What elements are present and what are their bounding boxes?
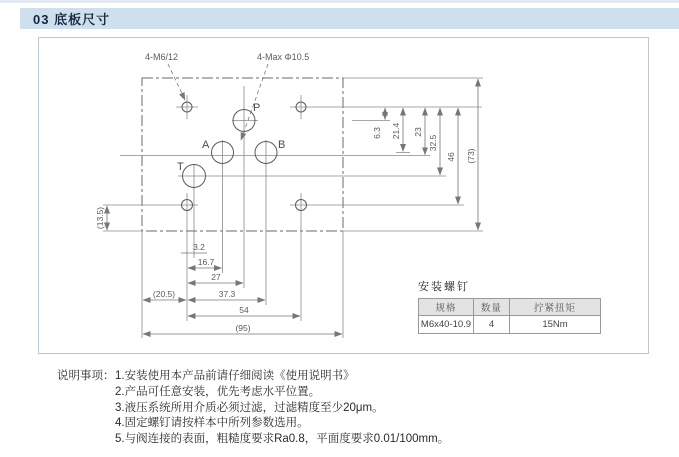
callout-mounting-thread: 4-M6/12	[145, 52, 179, 62]
dim-p-depth: 6.3	[372, 127, 382, 139]
port-label-b: B	[278, 139, 286, 151]
port-label-a: A	[202, 139, 210, 151]
section-title: 03 底板尺寸	[33, 12, 111, 27]
notes-label: 说明事项：	[57, 370, 115, 382]
dim-plate-height: (73)	[466, 148, 476, 164]
note-item-3: 3.液压系统所用介质必须过滤，过滤精度至少20μm。	[115, 401, 384, 414]
dim-edge-offset: (20.5)	[152, 289, 176, 299]
note-item-2: 2.产品可任意安装，优先考虑水平位置。	[115, 385, 321, 398]
cell-torque: 15Nm	[510, 316, 601, 334]
dim-center-depth: 23	[413, 127, 423, 137]
port-label-t: T	[177, 161, 184, 173]
col-header-qty: 数量	[474, 299, 510, 316]
dim-b-offset: 37.3	[218, 289, 236, 299]
table-header-row	[419, 299, 601, 316]
callout-port-max: 4-Max Φ10.5	[257, 52, 310, 62]
note-item-1: 1.安装使用本产品前请仔细阅读《使用说明书》	[115, 370, 355, 382]
mounting-screw-title: 安装螺钉	[418, 281, 470, 293]
col-header-torque: 拧紧扭矩	[510, 299, 601, 316]
page-top-strip	[0, 0, 679, 3]
mounting-screw-table	[418, 298, 601, 334]
col-header-spec: 规格	[419, 299, 474, 316]
note-item-5: 5.与阀连接的表面，粗糙度要求Ra0.8，平面度要求0.01/100mm。	[115, 433, 450, 446]
cell-spec: M6x40-10.9	[419, 316, 474, 334]
port-label-p: P	[253, 102, 261, 114]
mounting-screw-block	[418, 278, 601, 334]
notes-first-row	[57, 369, 449, 385]
table-row	[419, 316, 601, 334]
dim-p-offset: 27	[211, 272, 221, 282]
dim-edge-bottom: (13.5)	[95, 206, 105, 230]
plate-outline	[142, 78, 343, 231]
dim-bolt-span: 54	[239, 305, 249, 315]
note-item-4: 4.固定螺钉请按样本中所列参数选用。	[115, 417, 309, 430]
dim-t-depth: 32.5	[428, 134, 438, 152]
dim-t-offset: 3.2	[193, 242, 205, 252]
dim-a-offset: 16.7	[197, 257, 215, 267]
dim-ab-depth: 21.4	[391, 122, 401, 140]
section-header-bar	[20, 8, 679, 29]
cell-qty: 4	[474, 316, 510, 334]
dim-bolt-height: 46	[446, 152, 456, 162]
notes-section	[57, 369, 449, 448]
dim-plate-width: (95)	[235, 323, 251, 333]
